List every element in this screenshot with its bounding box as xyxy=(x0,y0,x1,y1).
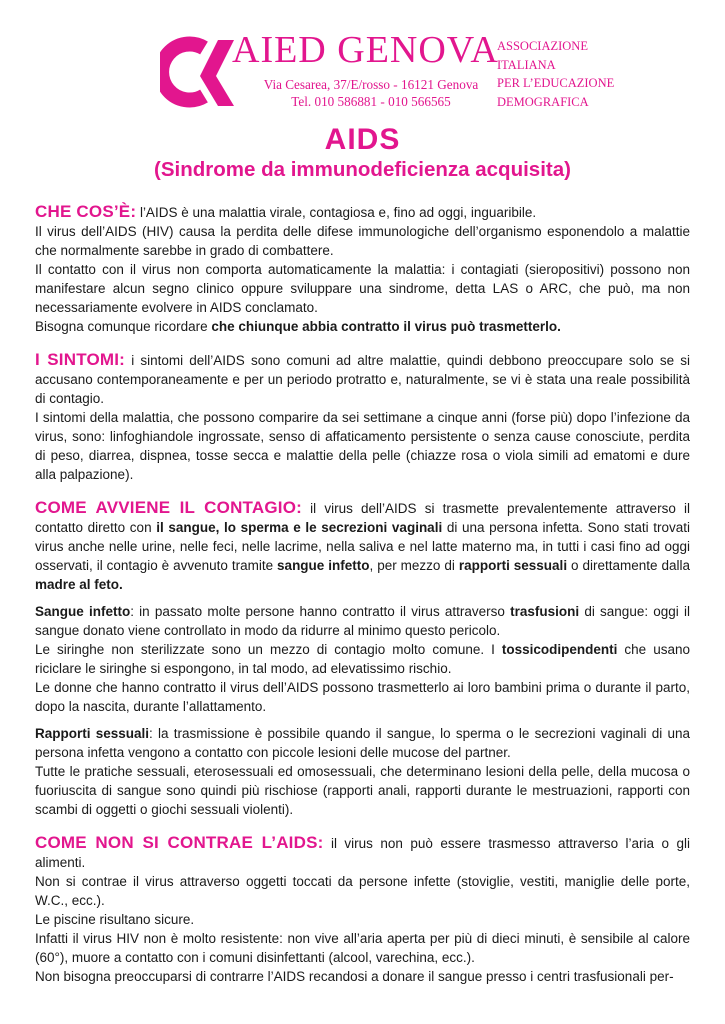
paragraph-text: : in passato molte persone hanno contratto il virus attraverso xyxy=(130,604,511,619)
paragraph-text: l’AIDS è una malattia virale, contagiosa e, fino ad oggi, inguaribile. xyxy=(136,205,537,220)
assoc-line: ASSOCIAZIONE xyxy=(497,39,588,53)
emphasis-text: che chiunque abbia contratto il virus può trasmetterlo. xyxy=(211,319,561,334)
emphasis-text: il sangue, lo sperma e le secrezioni vaginali xyxy=(156,520,443,535)
association-name xyxy=(497,37,614,111)
paragraph: Infatti il virus HIV non è molto resistente: non vive all’aria aperta per più di dieci minuti, è sensibile al calore (60°), muore a contatto con i comuni disinfettanti (alcool, varechina, ecc.). xyxy=(35,931,690,965)
letterhead xyxy=(0,0,725,118)
document-body xyxy=(35,202,690,986)
section-heading: I SINTOMI: xyxy=(35,350,126,369)
paragraph-text: il virus non può essere trasmesso attraverso l’aria o gli alimenti. xyxy=(35,836,690,870)
paragraph-text: , per mezzo di xyxy=(369,558,459,573)
paragraph xyxy=(35,317,690,336)
subsection-sangue xyxy=(35,602,690,640)
section-heading: COME AVVIENE IL CONTAGIO: xyxy=(35,498,302,517)
section-che-cose xyxy=(35,202,690,222)
page-subtitle: (Sindrome da immunodeficienza acquisita) xyxy=(154,158,571,181)
phone-line: Tel. 010 586881 - 010 566565 xyxy=(291,94,451,109)
paragraph-text: di una persona infetta. Sono stati trovati virus anche nelle urine, nelle feci, nelle lacrime, nella saliva e nel latte materno ma, in tutti i casi fino ad oggi osservati, il contagio è avvenuto tramite xyxy=(35,520,690,573)
emphasis-text: Sangue infetto xyxy=(35,604,131,619)
paragraph: Non bisogna preoccuparsi di contrarre l’AIDS recandosi a donare il sangue presso i centri trasfusionali per- xyxy=(35,969,674,984)
emphasis-text: trasfusioni xyxy=(510,604,580,619)
assoc-line: ITALIANA xyxy=(497,57,556,72)
paragraph: Le piscine risultano sicure. xyxy=(35,912,195,927)
section-contagio xyxy=(35,498,690,594)
address-line: Via Cesarea, 37/E/rosso - 16121 Genova xyxy=(263,77,479,92)
paragraph-text: Le siringhe non sterilizzate sono un mezzo di contagio molto comune. I xyxy=(35,642,502,657)
paragraph: Il virus dell’AIDS (HIV) causa la perdita delle difese immunologiche dell’organismo esponendolo a malattie che normalmente sarebbe in grado di combattere. xyxy=(35,224,690,258)
paragraph-text: i sintomi dell’AIDS sono comuni ad altre malattie, quindi debbono preoccupare solo se si accusano contemporaneamente e per un periodo protratto e, naturalmente, se vi è stata una reale possibilità di contagio. xyxy=(35,353,690,406)
emphasis-text: tossicodipendenti xyxy=(501,642,618,657)
emphasis-text: sangue infetto xyxy=(277,558,370,573)
paragraph: Il contatto con il virus non comporta automaticamente la malattia: i contagiati (sieropositivi) possono non manifestare alcun segno clinico oppure sviluppare una sindrome, detta LAS o ARC, che può, ma non necessariamente evolvere in AIDS conclamato. xyxy=(35,262,690,315)
paragraph-text: che usano riciclare le siringhe si espongono, in tal modo, ad elevatissimo rischio. xyxy=(35,642,690,676)
emphasis-text: madre al feto. xyxy=(35,577,123,592)
paragraph-text: Bisogna comunque ricordare xyxy=(35,319,212,334)
section-heading: COME NON SI CONTRAE L’AIDS: xyxy=(35,833,324,852)
section-non-contrae xyxy=(35,833,690,872)
aied-logo-icon xyxy=(160,36,240,108)
subsection-rapporti xyxy=(35,724,690,762)
paragraph-text: : la trasmissione è possibile quando il sangue, lo sperma o le secrezioni vaginali di una persona infetta vengono a contatto con piccole lesioni delle mucose del partner. xyxy=(35,726,690,760)
section-sintomi xyxy=(35,350,690,408)
paragraph: I sintomi della malattia, che possono comparire da sei settimane a cinque anni (forse più) dopo l’infezione da virus, sono: linfoghiandole ingrossate, senso di affaticamento persistente o senza cause conosciute, perdita di peso, diarrea, dispnea, tosse secca e malattie della pelle (chiazze rosa o viola simili ad ematomi e dure alla palpazione). xyxy=(35,410,690,482)
org-address xyxy=(246,76,496,110)
org-name: AIED GENOVA xyxy=(232,29,499,71)
emphasis-text: Rapporti sessuali xyxy=(35,726,150,741)
paragraph-text: o direttamente dalla xyxy=(567,558,690,573)
paragraph xyxy=(35,640,690,678)
assoc-line: PER L’EDUCAZIONE xyxy=(497,76,615,90)
page-title: AIDS xyxy=(324,123,401,156)
paragraph: Le donne che hanno contratto il virus dell’AIDS possono trasmetterlo ai loro bambini prima o durante il parto, dopo la nascita, durante l’allattamento. xyxy=(35,680,690,714)
emphasis-text: rapporti sessuali xyxy=(458,558,568,573)
assoc-line: DEMOGRAFICA xyxy=(497,94,589,109)
paragraph-text: di sangue: oggi il sangue donato viene controllato in modo da ridurre al minimo questo pericolo. xyxy=(35,604,691,638)
section-heading: CHE COS’È: xyxy=(35,202,137,221)
paragraph: Non si contrae il virus attraverso oggetti toccati da persone infette (stoviglie, vestiti, maniglie delle porte, W.C., ecc.). xyxy=(35,874,690,908)
paragraph: Tutte le pratiche sessuali, eterosessuali ed omosessuali, che determinano lesioni della pelle, della mucosa o fuoriuscita di sangue sono quindi più rischiose (rapporti anali, rapporti durante le mestruazioni, rapporti con scambi di oggetti o giochi sessuali violenti). xyxy=(35,764,690,817)
paragraph-text: il virus dell’AIDS si trasmette prevalentemente attraverso il contatto diretto con xyxy=(35,501,690,535)
